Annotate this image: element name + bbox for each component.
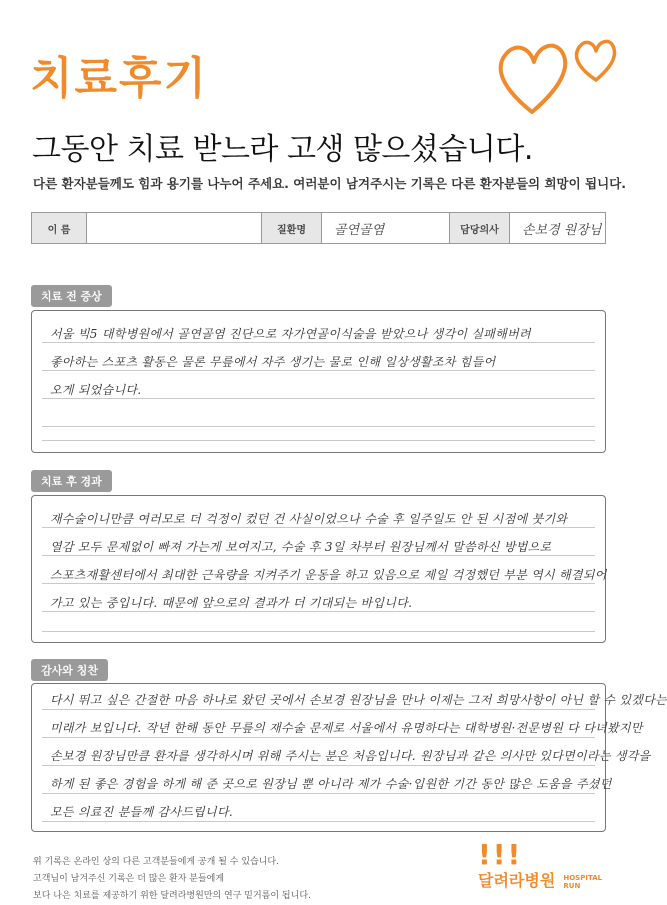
patient-info-table — [31, 212, 606, 244]
footer-note: 보다 나은 치료를 제공하기 위한 달려라병원만의 연구 밑거름이 됩니다. — [33, 891, 311, 901]
disease-label: 질환명 — [262, 213, 322, 243]
after-line: 열감 모두 문제없이 빠져 가는게 보여지고, 수술 후 3일 차부터 원장님께서 말씀하신 방법으로 — [50, 540, 552, 554]
before-symptoms-box[interactable] — [31, 310, 606, 453]
name-label: 이 름 — [32, 213, 87, 243]
before-line: 좋아하는 스포츠 활동은 물론 무릎에서 자주 생기는 물로 인해 일상생활조차 힘들어 — [50, 355, 496, 369]
after-line: 재수술이니만큼 여러모로 더 걱정이 컸던 건 사실이었으나 수술 후 일주일도 안 된 시점에 붓기와 — [50, 512, 568, 526]
thanks-line: 손보경 원장님만큼 환자를 생각하시며 위해 주시는 분은 처음입니다. 원장님과 같은 의사만 있다면이라는 생각을 — [50, 749, 651, 763]
headline: 그동안 치료 받느라 고생 많으셨습니다. — [32, 132, 533, 167]
thanks-line: 모든 의료진 분들께 감사드립니다. — [50, 805, 233, 819]
after-line: 가고 있는 중입니다. 때문에 앞으로의 결과가 더 기대되는 바입니다. — [50, 596, 413, 610]
logo-eng-line2: RUN — [563, 881, 581, 890]
thanks-line: 미래가 보입니다. 작년 한해 동안 무릎의 재수술 문제로 서울에서 유명하다는 대학병원·전문병원 다 다녀봤지만 — [50, 721, 643, 735]
logo-eng-line1: HOSPITAL — [563, 873, 603, 882]
hospital-logo — [478, 838, 603, 891]
logo-exclaim: !!! — [478, 838, 523, 871]
logo-name: 달려라병원 — [478, 871, 556, 890]
after-line: 스포츠재활센터에서 최대한 근육량을 지켜주기 운동을 하고 있음으로 제일 걱정했던 부분 역시 해결되어 — [50, 568, 607, 582]
section-label-before: 치료 전 증상 — [31, 285, 112, 307]
before-line: 서울 빅5 대학병원에서 골연골염 진단으로 자가연골이식술을 받았으나 생각이 실패해버려 — [50, 327, 531, 341]
hearts-icon — [492, 30, 622, 120]
thanks-line: 하게 된 좋은 경험을 하게 해 준 곳으로 원장님 뿐 아니라 제가 수술·입원한 기간 동안 많은 도움을 주셨던 — [50, 777, 612, 791]
page-title: 치료후기 — [30, 53, 209, 104]
name-field[interactable] — [87, 213, 262, 243]
section-label-thanks: 감사와 칭찬 — [31, 659, 108, 681]
after-progress-box[interactable] — [31, 495, 606, 643]
footer-notes — [33, 854, 311, 905]
subheadline: 다른 환자분들께도 힘과 용기를 나누어 주세요. 여러분이 남겨주시는 기록은 다른 환자분들의 희망이 됩니다. — [33, 176, 627, 191]
disease-field[interactable]: 골연골염 — [322, 213, 450, 243]
section-label-after: 치료 후 경과 — [31, 470, 112, 492]
thanks-box[interactable] — [31, 683, 667, 832]
thanks-line: 다시 뛰고 싶은 간절한 마음 하나로 왔던 곳에서 손보경 원장님을 만나 이제는 그저 희망사항이 아닌 할 수 있겠다는 — [50, 693, 667, 707]
doctor-field[interactable]: 손보경 원장님 — [522, 222, 602, 238]
logo-english — [563, 874, 602, 890]
doctor-label: 담당의사 — [450, 213, 510, 243]
footer-note: 위 기록은 온라인 상의 다른 고객분들에게 공개 될 수 있습니다. — [33, 857, 279, 867]
before-line: 오게 되었습니다. — [50, 383, 142, 397]
footer-note: 고객님이 남겨주신 기록은 더 많은 환자 분들에게 — [33, 874, 225, 884]
